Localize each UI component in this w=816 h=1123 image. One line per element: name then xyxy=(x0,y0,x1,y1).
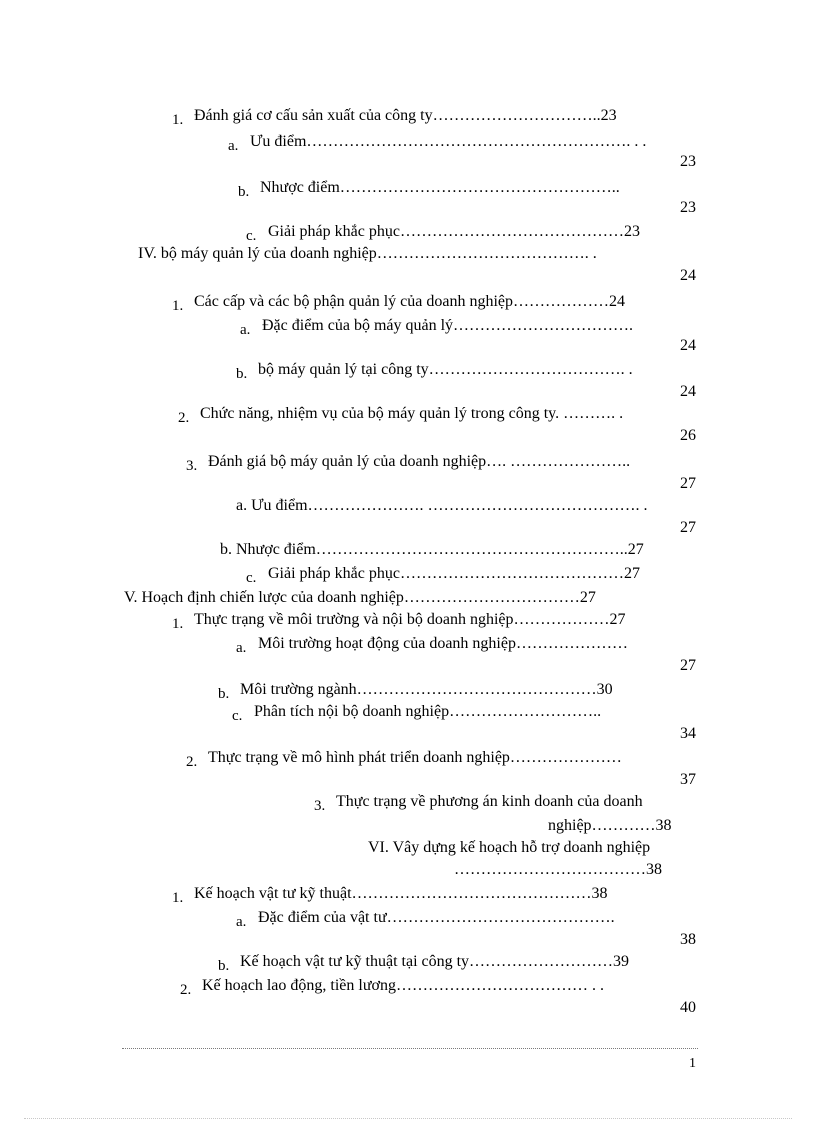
toc-entry-text: Chức năng, nhiệm vụ của bộ máy quản lý trong công ty. ………. . xyxy=(200,405,624,422)
toc-entry xyxy=(180,976,604,996)
toc-entry-text: VI. Vây dựng kế hoạch hỗ trợ doanh nghiệp xyxy=(368,839,651,856)
toc-entry xyxy=(246,564,640,584)
toc-entry xyxy=(314,792,643,812)
toc-page-ref: 38 xyxy=(680,931,696,948)
toc-entry xyxy=(232,702,601,722)
toc-entry xyxy=(172,292,625,312)
toc-entry-text: Thực trạng về môi trường và nội bộ doanh nghiệp………………27 xyxy=(194,611,626,628)
toc-entry-text: V. Hoạch định chiến lược của doanh nghiệp……………………………27 xyxy=(124,589,596,606)
toc-entry-text: Kế hoạch lao động, tiền lương……………………………… . . xyxy=(202,977,604,994)
toc-entry xyxy=(368,838,650,858)
toc-entry-text: ………………………………38 xyxy=(454,861,662,878)
toc-entry-number: 1. xyxy=(172,890,184,906)
toc-entry-number: a. xyxy=(236,914,247,930)
toc-entry-number: b. xyxy=(218,686,230,702)
toc-entry-text: Đánh giá cơ cấu sản xuất của công ty…………………………..23 xyxy=(194,107,617,124)
toc-entry-number: 2. xyxy=(186,754,198,770)
toc-entry xyxy=(236,360,633,380)
toc-entry-number: b. xyxy=(218,958,230,974)
toc-entry-number: 3. xyxy=(314,798,326,814)
toc-entry-text: Giải pháp khắc phục……………………………………23 xyxy=(268,223,640,240)
toc-entry xyxy=(172,884,608,904)
toc-entry-text: IV. bộ máy quản lý của doanh nghiệp…………………………………. . xyxy=(138,245,597,262)
toc-page-ref: 24 xyxy=(680,383,696,400)
toc-entry xyxy=(220,540,644,560)
toc-entry-text: Đặc điểm của bộ máy quản lý……………………………. xyxy=(262,317,634,334)
toc-entry xyxy=(124,588,596,608)
toc-page-ref: 23 xyxy=(680,199,696,216)
toc-entry-text: Đánh giá bộ máy quản lý của doanh nghiệp…. ………………….. xyxy=(208,453,631,470)
toc-page-ref: 34 xyxy=(680,725,696,742)
toc-entry-text: Thực trạng về mô hình phát triển doanh nghiệp………………… xyxy=(208,749,622,766)
toc-entry-number: c. xyxy=(246,570,257,586)
toc-entry-text: Đặc điểm của vật tư……………………………………. xyxy=(258,909,615,926)
toc-entry-number: c. xyxy=(232,708,243,724)
toc-entry-number: b. xyxy=(238,184,250,200)
toc-entry xyxy=(172,610,626,630)
toc-entry-number: 1. xyxy=(172,616,184,632)
toc-entry-text: Môi trường ngành………………………………………30 xyxy=(240,681,613,698)
toc-entry-text: Giải pháp khắc phục……………………………………27 xyxy=(268,565,640,582)
toc-entry-number: 3. xyxy=(186,458,198,474)
toc-page-ref: 24 xyxy=(680,267,696,284)
toc-page-ref: 37 xyxy=(680,771,696,788)
toc-entry xyxy=(218,952,629,972)
toc-entry xyxy=(186,452,630,472)
toc-entry xyxy=(240,316,633,336)
toc-entry xyxy=(236,496,648,516)
toc-entry-number: b. xyxy=(236,366,248,382)
footer-divider xyxy=(122,1048,698,1049)
toc-entry-text: Các cấp và các bộ phận quản lý của doanh nghiệp………………24 xyxy=(194,293,625,310)
toc-entry xyxy=(138,244,597,264)
toc-entry xyxy=(548,816,672,836)
toc-entry xyxy=(236,634,628,654)
toc-entry xyxy=(228,132,646,152)
toc-entry xyxy=(186,748,622,768)
toc-entry-text: nghiệp…………38 xyxy=(548,817,672,834)
toc-entry-number: a. xyxy=(240,322,251,338)
toc-entry-number: 1. xyxy=(172,298,184,314)
toc-entry-text: Phân tích nội bộ doanh nghiệp……………………….. xyxy=(254,703,602,720)
toc-page-ref: 40 xyxy=(680,999,696,1016)
toc-entry-text: Ưu điểm……………………………………………………. . . xyxy=(250,133,647,150)
toc-page-ref: 24 xyxy=(680,337,696,354)
toc-entry-text: Kế hoạch vật tư kỹ thuật tại công ty………………………39 xyxy=(240,953,630,970)
toc-entry-number: a. xyxy=(236,640,247,656)
toc-entry-text: b. Nhược điểm…………………………………………………..27 xyxy=(220,541,644,558)
toc-page-ref: 27 xyxy=(680,657,696,674)
toc-entry-text: Môi trường hoạt động của doanh nghiệp………………… xyxy=(258,635,628,652)
page-bottom-divider xyxy=(24,1118,792,1119)
toc-entry-number: c. xyxy=(246,228,257,244)
toc-entry-text: Kế hoạch vật tư kỹ thuật………………………………………38 xyxy=(194,885,608,902)
toc-entry xyxy=(246,222,640,242)
toc-entry xyxy=(236,908,615,928)
toc-page-ref: 23 xyxy=(680,153,696,170)
toc-entry-number: 1. xyxy=(172,112,184,128)
toc-entry-number: 2. xyxy=(180,982,192,998)
toc-entry-number: 2. xyxy=(178,410,190,426)
toc-entry-text: a. Ưu điểm…………………. …………………………………. . xyxy=(236,497,648,514)
toc-page-ref: 27 xyxy=(680,475,696,492)
toc-page-ref: 27 xyxy=(680,519,696,536)
toc-entry-text: Thực trạng về phương án kinh doanh của doanh xyxy=(336,793,643,810)
toc-entry xyxy=(218,680,613,700)
page-number: 1 xyxy=(689,1056,696,1071)
toc-entry xyxy=(238,178,620,198)
toc-page-ref: 26 xyxy=(680,427,696,444)
toc-entry xyxy=(178,404,623,424)
toc-entry xyxy=(172,106,617,126)
toc-entry xyxy=(454,860,662,880)
toc-entry-text: bộ máy quản lý tại công ty………………………………. . xyxy=(258,361,633,378)
toc-entry-number: a. xyxy=(228,138,239,154)
toc-entry-text: Nhược điểm…………………………………………….. xyxy=(260,179,620,196)
